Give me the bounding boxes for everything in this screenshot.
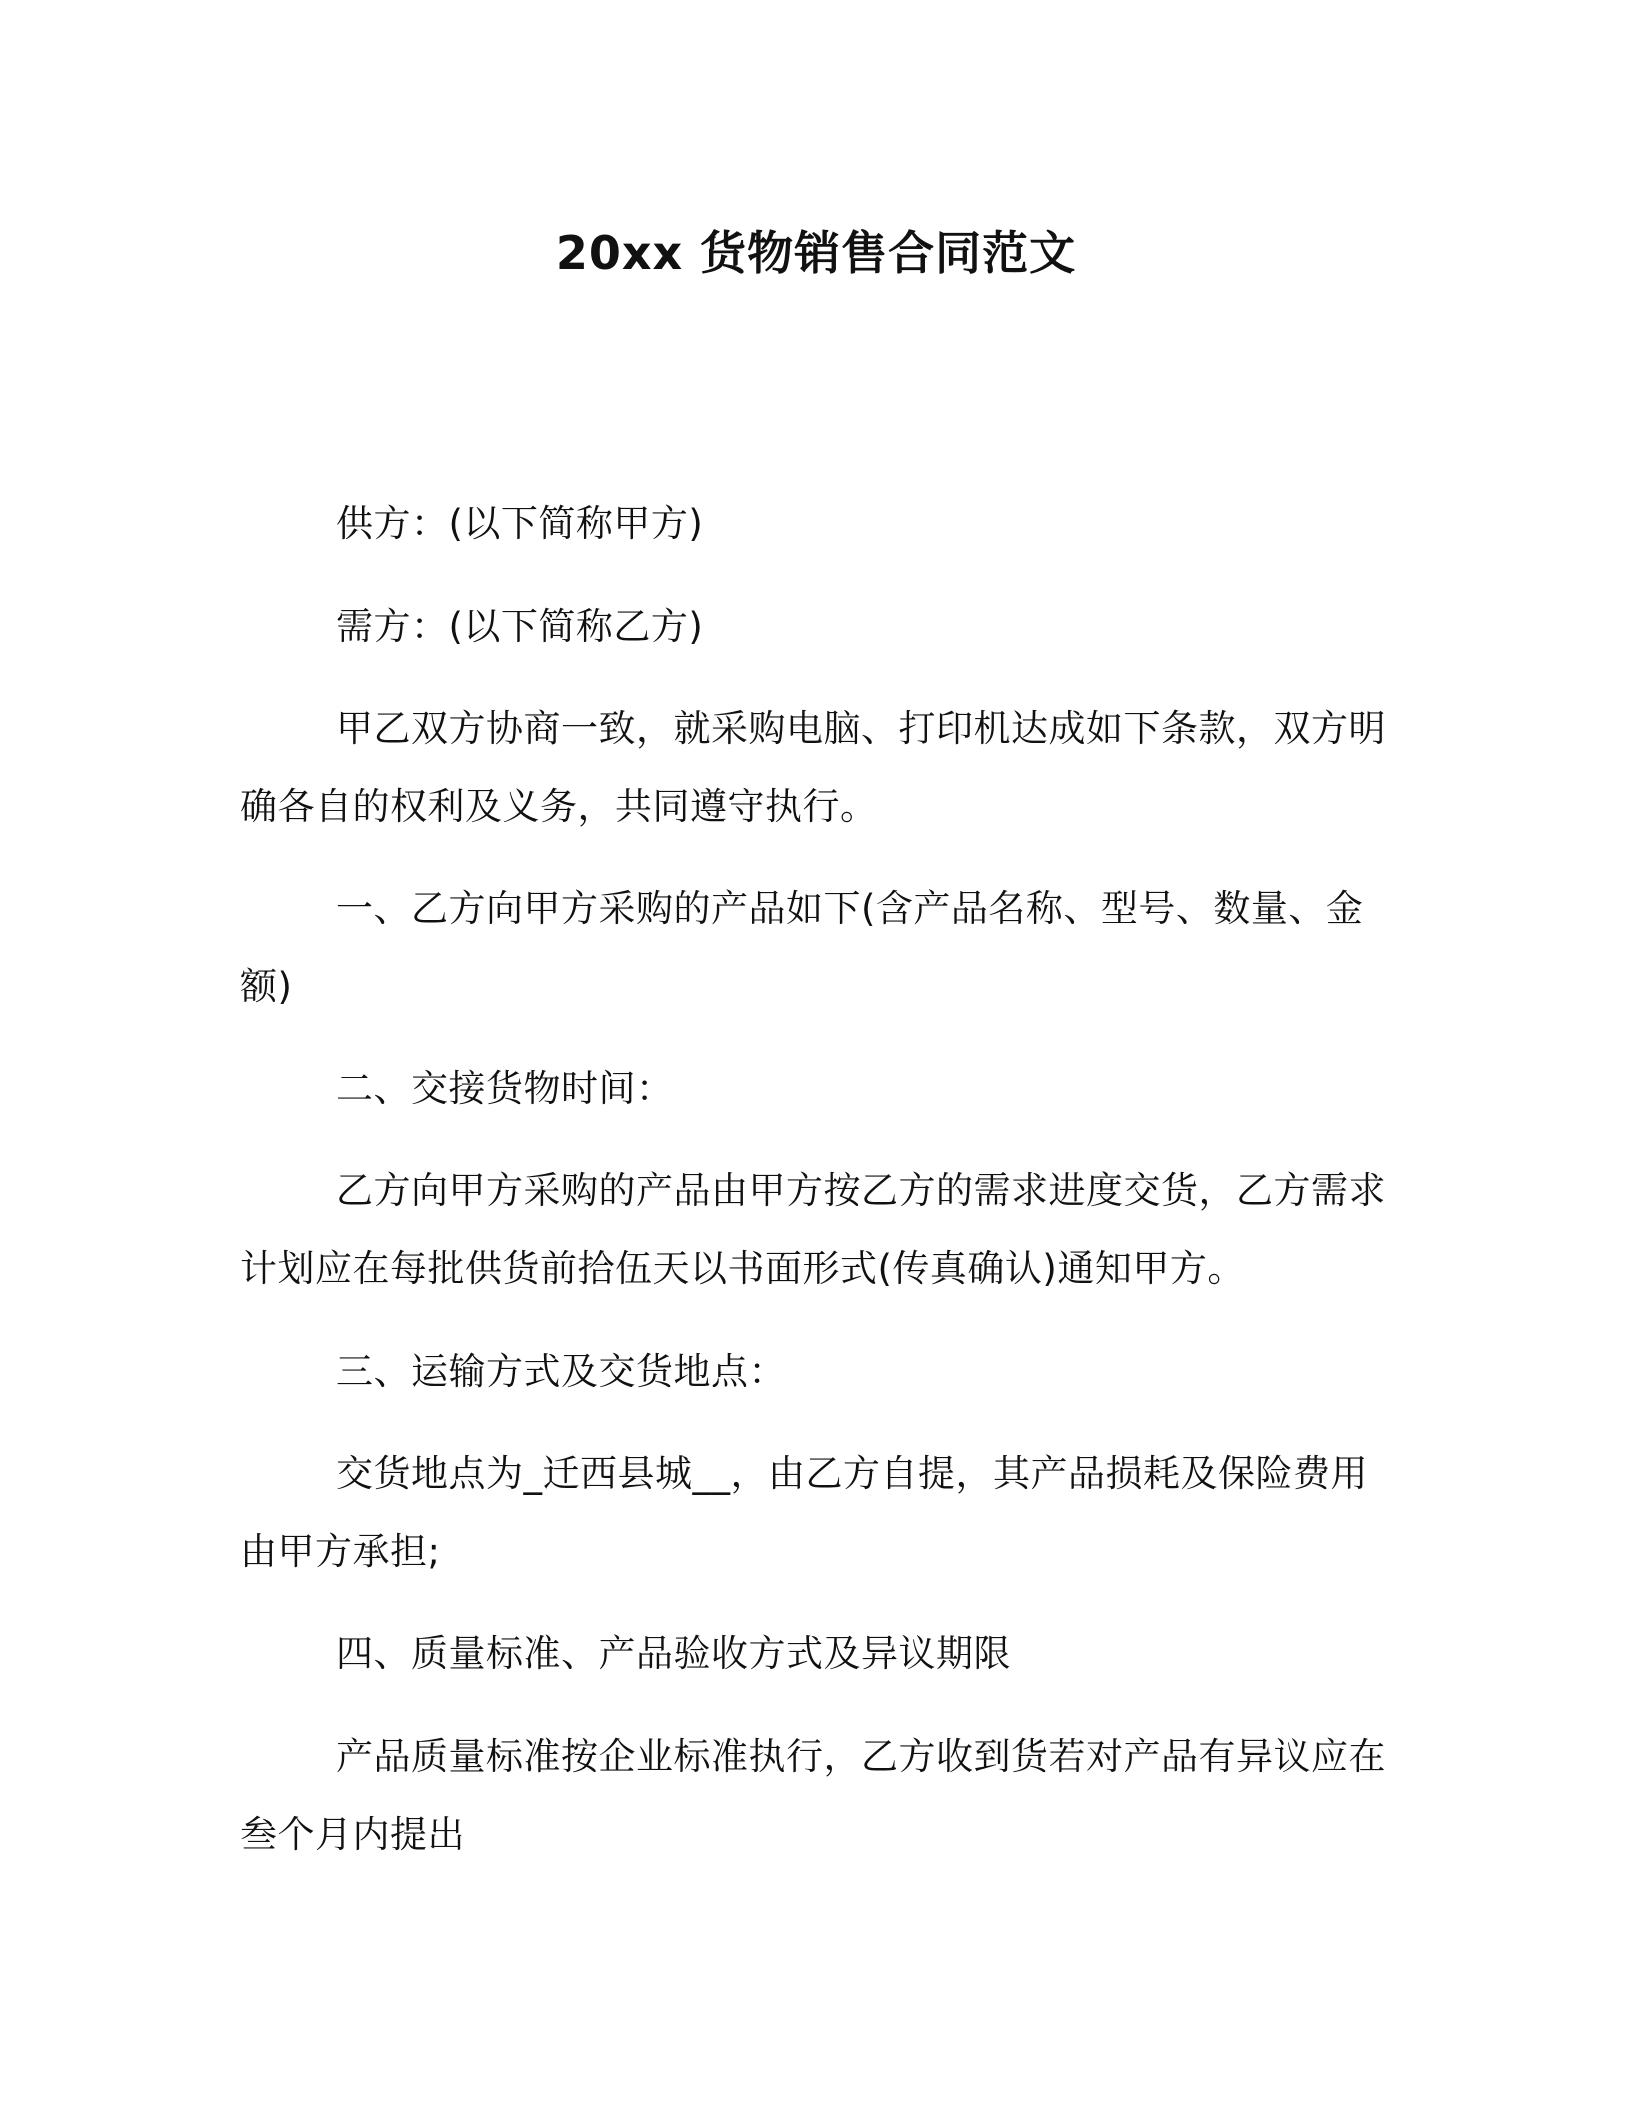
- document-title: 20xx 货物销售合同范文: [555, 226, 1077, 280]
- paragraph-clause-2-heading: 二、交接货物时间：: [336, 1067, 674, 1110]
- paragraph-buyer: 需方：(以下简称乙方): [336, 605, 704, 648]
- paragraph-clause-3-body: 交货地点为_迁西县城__，由乙方自提，其产品损耗及保险费用由甲方承担;: [240, 1452, 1368, 1573]
- paragraph-clause-4-heading: 四、质量标准、产品验收方式及异议期限: [336, 1632, 1011, 1675]
- paragraph-clause-1-heading: 一、乙方向甲方采购的产品如下(含产品名称、型号、数量、金额): [240, 887, 1364, 1008]
- paragraph-clause-3-heading: 三、运输方式及交货地点：: [336, 1350, 786, 1393]
- paragraph-clause-4-body: 产品质量标准按企业标准执行，乙方收到货若对产品有异议应在叁个月内提出: [240, 1735, 1386, 1856]
- paragraph-clause-2-body: 乙方向甲方采购的产品由甲方按乙方的需求进度交货，乙方需求计划应在每批供货前拾伍天以书面形式(传真确认)通知甲方。: [240, 1169, 1386, 1290]
- paragraph-supplier: 供方：(以下简称甲方): [336, 502, 704, 545]
- paragraph-intro: 甲乙双方协商一致，就采购电脑、打印机达成如下条款，双方明确各自的权利及义务，共同遵守执行。: [240, 707, 1386, 828]
